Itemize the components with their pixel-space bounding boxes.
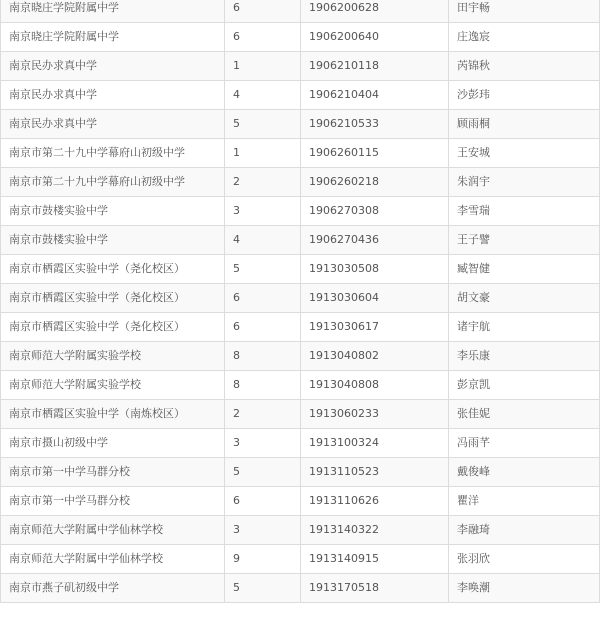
student-name-cell: 瞿洋	[449, 487, 600, 516]
student-name-cell: 朱润宇	[449, 168, 600, 197]
school-cell: 南京市鼓楼实验中学	[1, 197, 225, 226]
student-name-cell: 彭京凯	[449, 371, 600, 400]
school-cell: 南京市第二十九中学幕府山初级中学	[1, 139, 225, 168]
student-id-cell: 1906260218	[301, 168, 449, 197]
class-cell: 4	[225, 81, 301, 110]
student-name-cell: 李乐康	[449, 342, 600, 371]
table-row	[1, 429, 600, 458]
student-id-cell: 1913060233	[301, 400, 449, 429]
class-cell: 6	[225, 0, 301, 23]
student-id-cell: 1906260115	[301, 139, 449, 168]
student-id-cell: 1906270308	[301, 197, 449, 226]
student-id-cell: 1913170518	[301, 574, 449, 603]
student-name-cell: 芮锦秋	[449, 52, 600, 81]
school-cell: 南京师范大学附属中学仙林学校	[1, 516, 225, 545]
class-cell: 4	[225, 226, 301, 255]
student-name-cell: 田宇畅	[449, 0, 600, 23]
class-cell: 1	[225, 52, 301, 81]
student-name-cell: 王子譬	[449, 226, 600, 255]
class-cell: 9	[225, 545, 301, 574]
class-cell: 6	[225, 284, 301, 313]
student-name-cell: 胡文豪	[449, 284, 600, 313]
student-name-cell: 诸宇航	[449, 313, 600, 342]
student-name-cell: 庄逸宸	[449, 23, 600, 52]
school-cell: 南京师范大学附属实验学校	[1, 371, 225, 400]
school-cell: 南京市第二十九中学幕府山初级中学	[1, 168, 225, 197]
table-row	[1, 284, 600, 313]
table-row	[1, 139, 600, 168]
school-cell: 南京民办求真中学	[1, 52, 225, 81]
student-id-cell: 1913030604	[301, 284, 449, 313]
table-row	[1, 342, 600, 371]
school-cell: 南京民办求真中学	[1, 81, 225, 110]
school-cell: 南京晓庄学院附属中学	[1, 23, 225, 52]
school-cell: 南京市摄山初级中学	[1, 429, 225, 458]
table-row	[1, 371, 600, 400]
class-cell: 6	[225, 487, 301, 516]
class-cell: 6	[225, 313, 301, 342]
school-cell: 南京市鼓楼实验中学	[1, 226, 225, 255]
school-cell: 南京市第一中学马群分校	[1, 487, 225, 516]
class-cell: 2	[225, 168, 301, 197]
table-row	[1, 81, 600, 110]
table-row	[1, 23, 600, 52]
class-cell: 5	[225, 255, 301, 284]
student-name-cell: 张佳妮	[449, 400, 600, 429]
student-name-cell: 李唤潮	[449, 574, 600, 603]
student-name-cell: 冯雨芊	[449, 429, 600, 458]
student-id-cell: 1913100324	[301, 429, 449, 458]
class-cell: 2	[225, 400, 301, 429]
table-row	[1, 487, 600, 516]
class-cell: 5	[225, 110, 301, 139]
class-cell: 8	[225, 371, 301, 400]
class-cell: 5	[225, 574, 301, 603]
student-name-cell: 顾雨桐	[449, 110, 600, 139]
table-row	[1, 197, 600, 226]
school-cell: 南京市栖霞区实验中学（尧化校区）	[1, 313, 225, 342]
table-row	[1, 255, 600, 284]
student-name-cell: 沙彭玮	[449, 81, 600, 110]
student-id-cell: 1906200640	[301, 23, 449, 52]
table-row	[1, 0, 600, 23]
school-cell: 南京市栖霞区实验中学（尧化校区）	[1, 284, 225, 313]
table-row	[1, 458, 600, 487]
student-name-cell: 戴俊峰	[449, 458, 600, 487]
class-cell: 1	[225, 139, 301, 168]
class-cell: 8	[225, 342, 301, 371]
table-row	[1, 574, 600, 603]
student-id-cell: 1913110626	[301, 487, 449, 516]
table-row	[1, 545, 600, 574]
student-name-cell: 王安城	[449, 139, 600, 168]
class-cell: 6	[225, 23, 301, 52]
table-row	[1, 168, 600, 197]
student-name-cell: 李融琦	[449, 516, 600, 545]
student-id-cell: 1913030508	[301, 255, 449, 284]
class-cell: 5	[225, 458, 301, 487]
table-row	[1, 110, 600, 139]
school-cell: 南京市燕子矶初级中学	[1, 574, 225, 603]
student-id-cell: 1906210118	[301, 52, 449, 81]
table-row	[1, 400, 600, 429]
student-id-cell: 1906270436	[301, 226, 449, 255]
school-cell: 南京市栖霞区实验中学（南炼校区）	[1, 400, 225, 429]
student-id-cell: 1913030617	[301, 313, 449, 342]
student-name-cell: 李雪瑞	[449, 197, 600, 226]
student-id-cell: 1906210533	[301, 110, 449, 139]
table-row	[1, 516, 600, 545]
school-cell: 南京师范大学附属中学仙林学校	[1, 545, 225, 574]
student-id-cell: 1913040808	[301, 371, 449, 400]
table-row	[1, 52, 600, 81]
student-id-cell: 1913140322	[301, 516, 449, 545]
table-row	[1, 313, 600, 342]
student-id-cell: 1913110523	[301, 458, 449, 487]
class-cell: 3	[225, 197, 301, 226]
class-cell: 3	[225, 429, 301, 458]
school-cell: 南京市栖霞区实验中学（尧化校区）	[1, 255, 225, 284]
student-name-cell: 张羽欣	[449, 545, 600, 574]
student-id-cell: 1906200628	[301, 0, 449, 23]
table-body	[1, 0, 600, 603]
school-cell: 南京市第一中学马群分校	[1, 458, 225, 487]
class-cell: 3	[225, 516, 301, 545]
school-cell: 南京师范大学附属实验学校	[1, 342, 225, 371]
student-id-cell: 1906210404	[301, 81, 449, 110]
student-name-cell: 臧智健	[449, 255, 600, 284]
student-id-cell: 1913040802	[301, 342, 449, 371]
table-row	[1, 226, 600, 255]
school-cell: 南京民办求真中学	[1, 110, 225, 139]
school-cell: 南京晓庄学院附属中学	[1, 0, 225, 23]
student-id-cell: 1913140915	[301, 545, 449, 574]
